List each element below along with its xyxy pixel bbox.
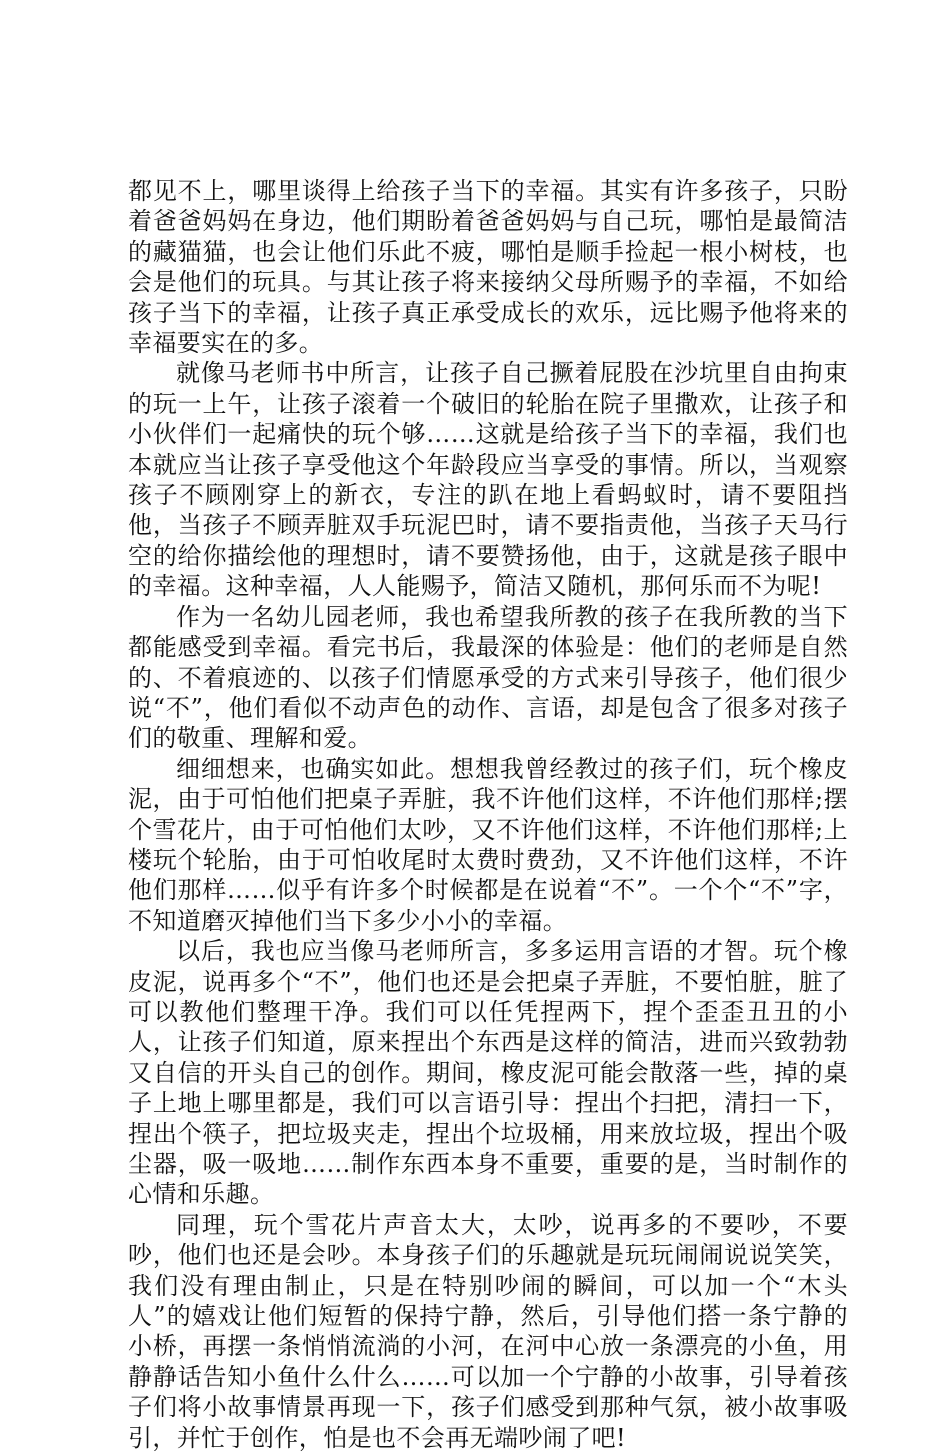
paragraph-3: 作为一名幼儿园老师，我也希望我所教的孩子在我所教的当下都能感受到幸福。看完书后，我最深的体验是：他们的老师是自然的、不着痕迹的、以孩子们情愿承受的方式来引导孩子，他们很少说“不”，他们看似不动声色的动作、言语，却是包含了很多对孩子们的敬重、理解和爱。	[128, 602, 848, 753]
paragraph-1: 都见不上，哪里谈得上给孩子当下的幸福。其实有许多孩子，只盼着爸爸妈妈在身边，他们期盼着爸爸妈妈与自己玩，哪怕是最简洁的藏猫猫，也会让他们乐此不疲，哪怕是顺手捡起一根小树枝，也会是他们的玩具。与其让孩子将来接纳父母所赐予的幸福，不如给孩子当下的幸福，让孩子真正承受成长的欢乐，远比赐予他将来的幸福要实在的多。	[128, 177, 848, 358]
paragraph-5: 以后，我也应当像马老师所言，多多运用言语的才智。玩个橡皮泥，说再多个“不”，他们也还是会把桌子弄脏，不要怕脏，脏了可以教他们整理干净。我们可以任凭捏两下，捏个歪歪丑丑的小人，让孩子们知道，原来捏出个东西是这样的简洁，进而兴致勃勃又自信的开头自己的创作。期间，橡皮泥可能会散落一些，掉的桌子上地上哪里都是，我们可以言语引导：捏出个扫把，清扫一下，捏出个筷子，把垃圾夹走，捏出个垃圾桶，用来放垃圾，捏出个吸尘器，吸一吸地……制作东西本身不重要，重要的是，当时制作的心情和乐趣。	[128, 937, 848, 1209]
paragraph-2: 就像马老师书中所言，让孩子自己撅着屁股在沙坑里自由拘束的玩一上午，让孩子滚着一个破旧的轮胎在院子里撒欢，让孩子和小伙伴们一起痛快的玩个够……这就是给孩子当下的幸福，我们也本就应当让孩子享受他这个年龄段应当享受的事情。所以，当观察孩子不顾刚穿上的新衣，专注的趴在地上看蚂蚁时，请不要阻挡他，当孩子不顾弄脏双手玩泥巴时，请不要指责他，当孩子天马行空的给你描绘他的理想时，请不要赞扬他，由于，这就是孩子眼中的幸福。这种幸福，人人能赐予，简洁又随机，那何乐而不为呢!	[128, 359, 848, 601]
document-body	[128, 176, 848, 1453]
paragraph-4: 细细想来，也确实如此。想想我曾经教过的孩子们，玩个橡皮泥，由于可怕他们把桌子弄脏，我不许他们这样，不许他们那样;摆个雪花片，由于可怕他们太吵，又不许他们这样，不许他们那样;上楼玩个轮胎，由于可怕收尾时太费时费劲，又不许他们这样，不许他们那样……似乎有许多个时候都是在说着“不”。一个个“不”字，不知道磨灭掉他们当下多少小小的幸福。	[128, 754, 848, 935]
paragraph-6: 同理，玩个雪花片声音太大，太吵，说再多的不要吵，不要吵，他们也还是会吵。本身孩子们的乐趣就是玩玩闹闹说说笑笑，我们没有理由制止，只是在特别吵闹的瞬间，可以加一个“木头人”的嬉戏让他们短暂的保持宁静，然后，引导他们搭一条宁静的小桥，再摆一条悄悄流淌的小河，在河中心放一条漂亮的小鱼，用静静话告知小鱼什么什么……可以加一个宁静的小故事，引导着孩子们将小故事情景再现一下，孩子们感受到那种气氛，被小故事吸引，并忙于创作，怕是也不会再无端吵闹了吧!	[128, 1210, 848, 1452]
